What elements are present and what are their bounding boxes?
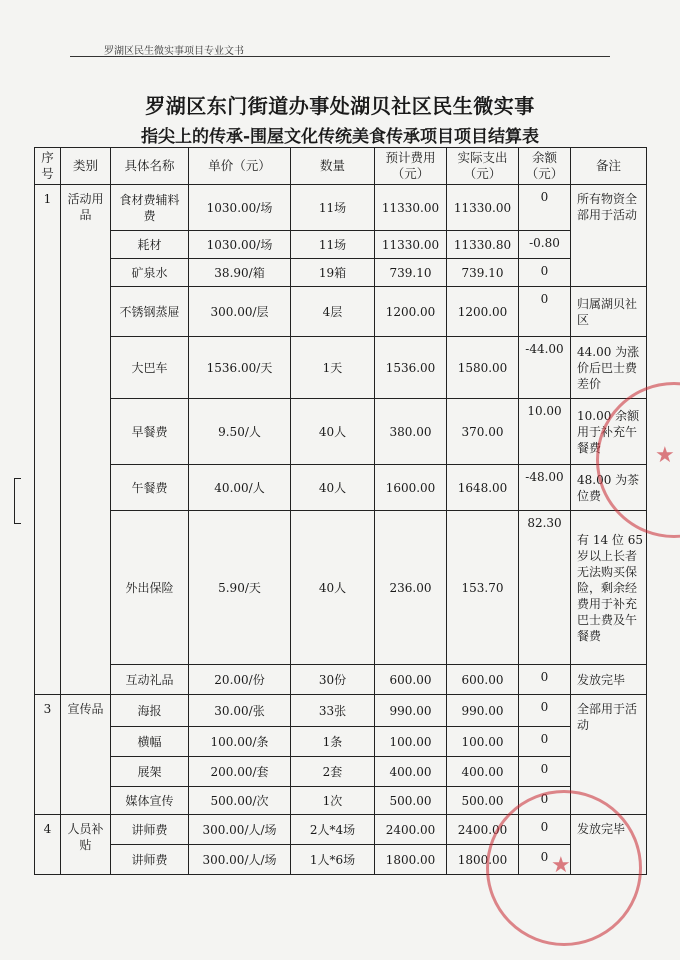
estimated-cell: 236.00 xyxy=(375,511,447,665)
item-name-cell: 互动礼品 xyxy=(111,665,189,695)
actual-cell: 500.00 xyxy=(447,787,519,815)
note-cell: 有 14 位 65 岁以上长者无法购买保险，剩余经费用于补充巴士费及午餐费 xyxy=(571,511,647,665)
seq-cell: 3 xyxy=(35,695,61,815)
quantity-cell: 19箱 xyxy=(291,259,375,287)
item-name-cell: 早餐费 xyxy=(111,399,189,465)
remaining-cell: 82.30 xyxy=(519,511,571,665)
item-name-cell: 外出保险 xyxy=(111,511,189,665)
item-name-cell: 午餐费 xyxy=(111,465,189,511)
header-divider xyxy=(70,56,610,57)
item-name-cell: 海报 xyxy=(111,695,189,727)
remaining-cell: 0 xyxy=(519,259,571,287)
unit-price-cell: 300.00/人/场 xyxy=(189,815,291,845)
actual-cell: 1200.00 xyxy=(447,287,519,337)
unit-price-cell: 5.90/天 xyxy=(189,511,291,665)
table-header-row xyxy=(35,148,647,185)
estimated-cell: 1600.00 xyxy=(375,465,447,511)
estimated-cell: 1200.00 xyxy=(375,287,447,337)
table-row xyxy=(35,231,647,259)
actual-cell: 11330.00 xyxy=(447,185,519,231)
item-name-cell: 讲师费 xyxy=(111,845,189,875)
quantity-cell: 30份 xyxy=(291,665,375,695)
seal-star-icon: ★ xyxy=(551,853,571,878)
seal-star-icon: ★ xyxy=(655,443,675,468)
category-cell: 人员补贴 xyxy=(61,815,111,875)
col-header-estimated: 预计费用（元） xyxy=(375,148,447,185)
remaining-cell: 0 xyxy=(519,815,571,845)
table-row xyxy=(35,727,647,757)
unit-price-cell: 9.50/人 xyxy=(189,399,291,465)
settlement-table xyxy=(34,147,647,875)
table-row xyxy=(35,695,647,727)
note-cell: 发放完毕 xyxy=(571,665,647,695)
table-row xyxy=(35,845,647,875)
actual-cell: 153.70 xyxy=(447,511,519,665)
item-name-cell: 媒体宣传 xyxy=(111,787,189,815)
estimated-cell: 400.00 xyxy=(375,757,447,787)
actual-cell: 990.00 xyxy=(447,695,519,727)
col-header-actual: 实际支出（元） xyxy=(447,148,519,185)
note-cell: 所有物资全部用于活动 xyxy=(571,185,647,287)
table-row xyxy=(35,259,647,287)
col-header-category: 类别 xyxy=(61,148,111,185)
category-cell: 宣传品 xyxy=(61,695,111,815)
col-header-unit-price: 单价（元） xyxy=(189,148,291,185)
actual-cell: 400.00 xyxy=(447,757,519,787)
page-title: 罗湖区东门街道办事处湖贝社区民生微实事 xyxy=(145,94,535,118)
estimated-cell: 600.00 xyxy=(375,665,447,695)
seq-cell: 4 xyxy=(35,815,61,875)
remaining-cell: 0 xyxy=(519,287,571,337)
remaining-cell: -44.00 xyxy=(519,337,571,399)
binding-bracket-mark xyxy=(14,478,21,524)
col-header-quantity: 数量 xyxy=(291,148,375,185)
seq-cell: 1 xyxy=(35,185,61,695)
unit-price-cell: 38.90/箱 xyxy=(189,259,291,287)
remaining-cell: -0.80 xyxy=(519,231,571,259)
unit-price-cell: 100.00/条 xyxy=(189,727,291,757)
item-name-cell: 耗材 xyxy=(111,231,189,259)
estimated-cell: 380.00 xyxy=(375,399,447,465)
actual-cell: 1580.00 xyxy=(447,337,519,399)
estimated-cell: 11330.00 xyxy=(375,231,447,259)
unit-price-cell: 1536.00/天 xyxy=(189,337,291,399)
unit-price-cell: 300.00/层 xyxy=(189,287,291,337)
col-header-remaining: 余额（元） xyxy=(519,148,571,185)
unit-price-cell: 1030.00/场 xyxy=(189,231,291,259)
note-cell: 归属湖贝社区 xyxy=(571,287,647,337)
item-name-cell: 矿泉水 xyxy=(111,259,189,287)
quantity-cell: 1天 xyxy=(291,337,375,399)
item-name-cell: 不锈钢蒸屉 xyxy=(111,287,189,337)
item-name-cell: 大巴车 xyxy=(111,337,189,399)
estimated-cell: 739.10 xyxy=(375,259,447,287)
note-cell: 10.00 余额用于补充午餐费 xyxy=(571,399,647,465)
unit-price-cell: 1030.00/场 xyxy=(189,185,291,231)
table-row xyxy=(35,399,647,465)
quantity-cell: 4层 xyxy=(291,287,375,337)
quantity-cell: 1条 xyxy=(291,727,375,757)
remaining-cell: 0 xyxy=(519,727,571,757)
estimated-cell: 500.00 xyxy=(375,787,447,815)
actual-cell: 1648.00 xyxy=(447,465,519,511)
table-row xyxy=(35,665,647,695)
col-header-item-name: 具体名称 xyxy=(111,148,189,185)
remaining-cell: 0 xyxy=(519,845,571,875)
quantity-cell: 40人 xyxy=(291,399,375,465)
actual-cell: 600.00 xyxy=(447,665,519,695)
remaining-cell: 0 xyxy=(519,185,571,231)
unit-price-cell: 30.00/张 xyxy=(189,695,291,727)
estimated-cell: 1536.00 xyxy=(375,337,447,399)
remaining-cell: -48.00 xyxy=(519,465,571,511)
estimated-cell: 100.00 xyxy=(375,727,447,757)
remaining-cell: 0 xyxy=(519,787,571,815)
unit-price-cell: 300.00/人/场 xyxy=(189,845,291,875)
quantity-cell: 40人 xyxy=(291,511,375,665)
quantity-cell: 11场 xyxy=(291,231,375,259)
estimated-cell: 1800.00 xyxy=(375,845,447,875)
table-row xyxy=(35,465,647,511)
item-name-cell: 讲师费 xyxy=(111,815,189,845)
note-cell: 发放完毕 xyxy=(571,815,647,875)
unit-price-cell: 40.00/人 xyxy=(189,465,291,511)
table-row xyxy=(35,787,647,815)
remaining-cell: 0 xyxy=(519,695,571,727)
estimated-cell: 2400.00 xyxy=(375,815,447,845)
actual-cell: 100.00 xyxy=(447,727,519,757)
page-subtitle: 指尖上的传承-围屋文化传统美食传承项目项目结算表 xyxy=(140,127,540,147)
quantity-cell: 2套 xyxy=(291,757,375,787)
quantity-cell: 2人*4场 xyxy=(291,815,375,845)
estimated-cell: 11330.00 xyxy=(375,185,447,231)
remaining-cell: 0 xyxy=(519,757,571,787)
item-name-cell: 食材费辅料费 xyxy=(111,185,189,231)
document-header-label: 罗湖区民生微实事项目专业文书 xyxy=(104,46,244,57)
table-row xyxy=(35,337,647,399)
table-row xyxy=(35,757,647,787)
category-cell: 活动用品 xyxy=(61,185,111,695)
quantity-cell: 33张 xyxy=(291,695,375,727)
unit-price-cell: 20.00/份 xyxy=(189,665,291,695)
remaining-cell: 10.00 xyxy=(519,399,571,465)
note-cell: 48.00 为茶位费 xyxy=(571,465,647,511)
estimated-cell: 990.00 xyxy=(375,695,447,727)
quantity-cell: 1次 xyxy=(291,787,375,815)
item-name-cell: 横幅 xyxy=(111,727,189,757)
note-cell: 全部用于活动 xyxy=(571,695,647,815)
actual-cell: 2400.00 xyxy=(447,815,519,845)
actual-cell: 370.00 xyxy=(447,399,519,465)
quantity-cell: 40人 xyxy=(291,465,375,511)
col-header-note: 备注 xyxy=(571,148,647,185)
col-header-seq: 序号 xyxy=(35,148,61,185)
quantity-cell: 1人*6场 xyxy=(291,845,375,875)
quantity-cell: 11场 xyxy=(291,185,375,231)
actual-cell: 739.10 xyxy=(447,259,519,287)
table-row xyxy=(35,185,647,231)
actual-cell: 1800.00 xyxy=(447,845,519,875)
note-cell: 44.00 为涨价后巴士费差价 xyxy=(571,337,647,399)
table-row xyxy=(35,511,647,665)
item-name-cell: 展架 xyxy=(111,757,189,787)
table-row xyxy=(35,815,647,845)
unit-price-cell: 500.00/次 xyxy=(189,787,291,815)
remaining-cell: 0 xyxy=(519,665,571,695)
actual-cell: 11330.80 xyxy=(447,231,519,259)
unit-price-cell: 200.00/套 xyxy=(189,757,291,787)
table-row xyxy=(35,287,647,337)
